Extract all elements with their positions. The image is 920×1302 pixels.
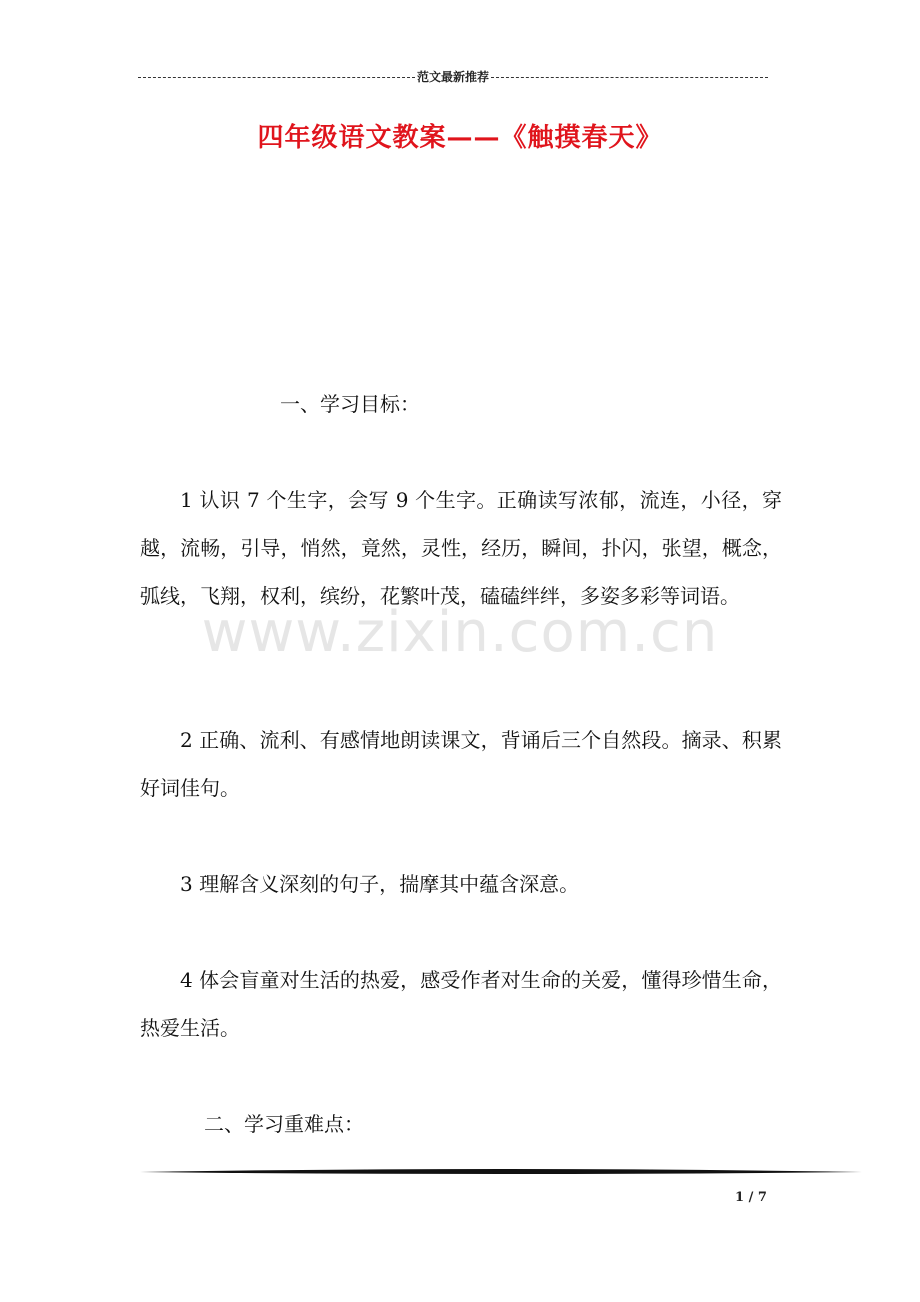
document-title: 四年级语文教案——《触摸春天》 xyxy=(257,123,663,153)
footer-rule xyxy=(140,1165,862,1179)
section-heading-key-points: 二、学习重难点： xyxy=(204,1112,364,1136)
objective-item-2: 2 正确、流利、有感情地朗读课文，背诵后三个自然段。摘录、积累好词佳句。 xyxy=(140,728,782,800)
objective-item-4: 4 体会盲童对生活的热爱，感受作者对生命的关爱，懂得珍惜生命，热爱生活。 xyxy=(140,968,782,1040)
section-heading-objectives: 一、学习目标： xyxy=(280,392,420,416)
page-header xyxy=(138,68,768,86)
objective-item-3: 3 理解含义深刻的句子，揣摩其中蕴含深意。 xyxy=(180,872,580,896)
page-number: 1 / 7 xyxy=(735,1190,767,1205)
header-dash-left xyxy=(138,77,415,78)
header-text: 范文最新推荐 xyxy=(417,70,490,84)
objective-item-1: 1 认识 7 个生字，会写 9 个生字。正确读写浓郁，流连，小径，穿越，流畅，引导，悄然，竟然，灵性，经历，瞬间，扑闪，张望，概念，弧线，飞翔，权利，缤纷，花繁叶茂，磕磕绊绊，多姿多彩等词语。 xyxy=(140,488,782,608)
header-dash-right xyxy=(491,77,768,78)
watermark: www.zixin.com.cn xyxy=(201,600,719,665)
